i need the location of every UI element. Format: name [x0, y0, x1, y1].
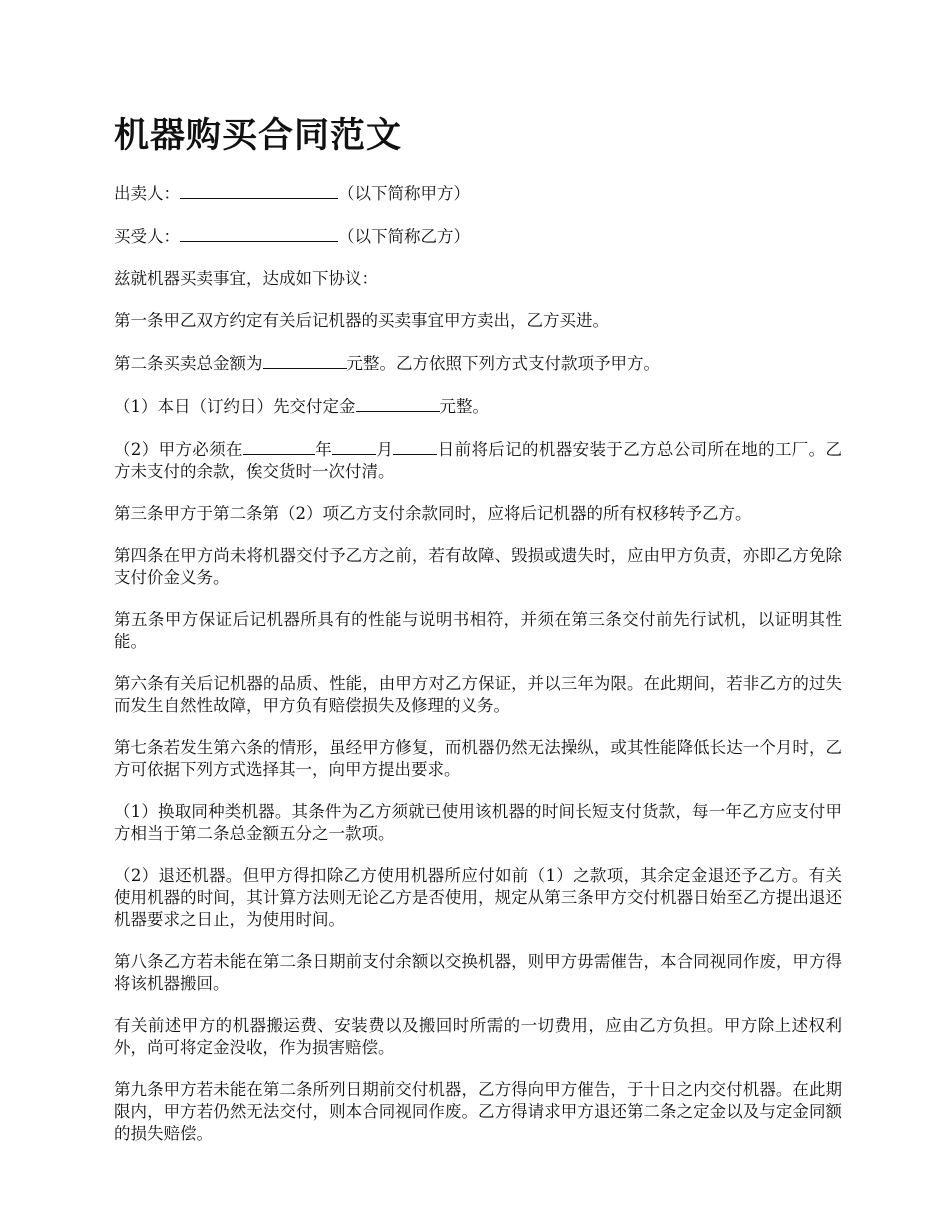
- deposit-amount-blank: [356, 395, 440, 412]
- article-7-item-1: （1）换取同种类机器。其条件为乙方须就已使用该机器的时间长短支付货款，每一年乙方应支付甲方相当于第二条总金额五分之一款项。: [114, 802, 842, 843]
- intro-paragraph: 兹就机器买卖事宜，达成如下协议：: [114, 269, 378, 288]
- article-2: [114, 352, 842, 375]
- article-2-item-1-before: （1）本日（订约日）先交付定金: [114, 397, 356, 416]
- seller-line: [114, 182, 842, 205]
- article-2-item-1: [114, 395, 842, 418]
- article-2-item-1-after: 元整。: [439, 397, 489, 416]
- day-blank: [393, 438, 437, 455]
- buyer-label: 买受人：: [114, 227, 180, 246]
- article-2-item-2: [114, 438, 842, 483]
- article-2-item-2-after: 日前将后记的机器安装于乙方总公司所在地的工厂。乙方未支付的余款，俟交货时一次付清。: [114, 440, 843, 481]
- article-2-after: 元整。乙方依照下列方式支付款项予甲方。: [346, 354, 660, 373]
- article-1: 第一条甲乙双方约定有关后记机器的买卖事宜甲方卖出，乙方买进。: [114, 311, 609, 330]
- total-amount-blank: [263, 352, 347, 369]
- article-7-item-2: （2）退还机器。但甲方得扣除乙方使用机器所应付如前（1）之款项，其余定金退还予乙方。有关使用机器的时间，其计算方法则无论乙方是否使用，规定从第三条甲方交付机器日始至乙方提出退还机器要求之日止，为使用时间。: [114, 866, 842, 929]
- month-blank: [332, 438, 376, 455]
- article-7: 第七条若发生第六条的情形，虽经甲方修复，而机器仍然无法操纵，或其性能降低长达一个月时，乙方可依据下列方式选择其一，向甲方提出要求。: [114, 738, 842, 779]
- article-8-extra: 有关前述甲方的机器搬运费、安装费以及搬回时所需的一切费用，应由乙方负担。甲方除上述权利外，尚可将定金没收，作为损害赔偿。: [114, 1016, 842, 1057]
- buyer-suffix: （以下简称乙方）: [338, 227, 470, 246]
- article-5: 第五条甲方保证后记机器所具有的性能与说明书相符，并须在第三条交付前先行试机，以证明其性能。: [114, 610, 842, 651]
- year-label: 年: [314, 440, 333, 459]
- seller-label: 出卖人：: [114, 184, 180, 203]
- article-8: 第八条乙方若未能在第二条日期前支付余额以交换机器，则甲方毋需催告，本合同视同作废，甲方得将该机器搬回。: [114, 952, 842, 993]
- seller-name-blank: [180, 182, 338, 199]
- contract-document: [114, 112, 842, 1165]
- article-9: 第九条甲方若未能在第二条所列日期前交付机器，乙方得向甲方催告，于十日之内交付机器。在此期限内，甲方若仍然无法交付，则本合同视同作废。乙方得请求甲方退还第二条之定金以及与定金同额的损失赔偿。: [114, 1080, 842, 1143]
- article-3: 第三条甲方于第二条第（2）项乙方支付余款同时，应将后记机器的所有权移转予乙方。: [114, 504, 752, 523]
- article-6: 第六条有关后记机器的品质、性能，由甲方对乙方保证，并以三年为限。在此期间，若非乙方的过失而发生自然性故障，甲方负有赔偿损失及修理的义务。: [114, 674, 842, 715]
- buyer-line: [114, 225, 842, 248]
- month-label: 月: [376, 440, 394, 459]
- year-blank: [243, 438, 315, 455]
- buyer-name-blank: [180, 225, 338, 242]
- seller-suffix: （以下简称甲方）: [338, 184, 470, 203]
- document-title: 机器购买合同范文: [114, 116, 403, 156]
- article-2-before: 第二条买卖总金额为: [114, 354, 263, 373]
- article-2-item-2-before: （2）甲方必须在: [114, 440, 243, 459]
- article-4: 第四条在甲方尚未将机器交付予乙方之前，若有故障、毁损或遗失时，应由甲方负责，亦即乙方免除支付价金义务。: [114, 546, 842, 587]
